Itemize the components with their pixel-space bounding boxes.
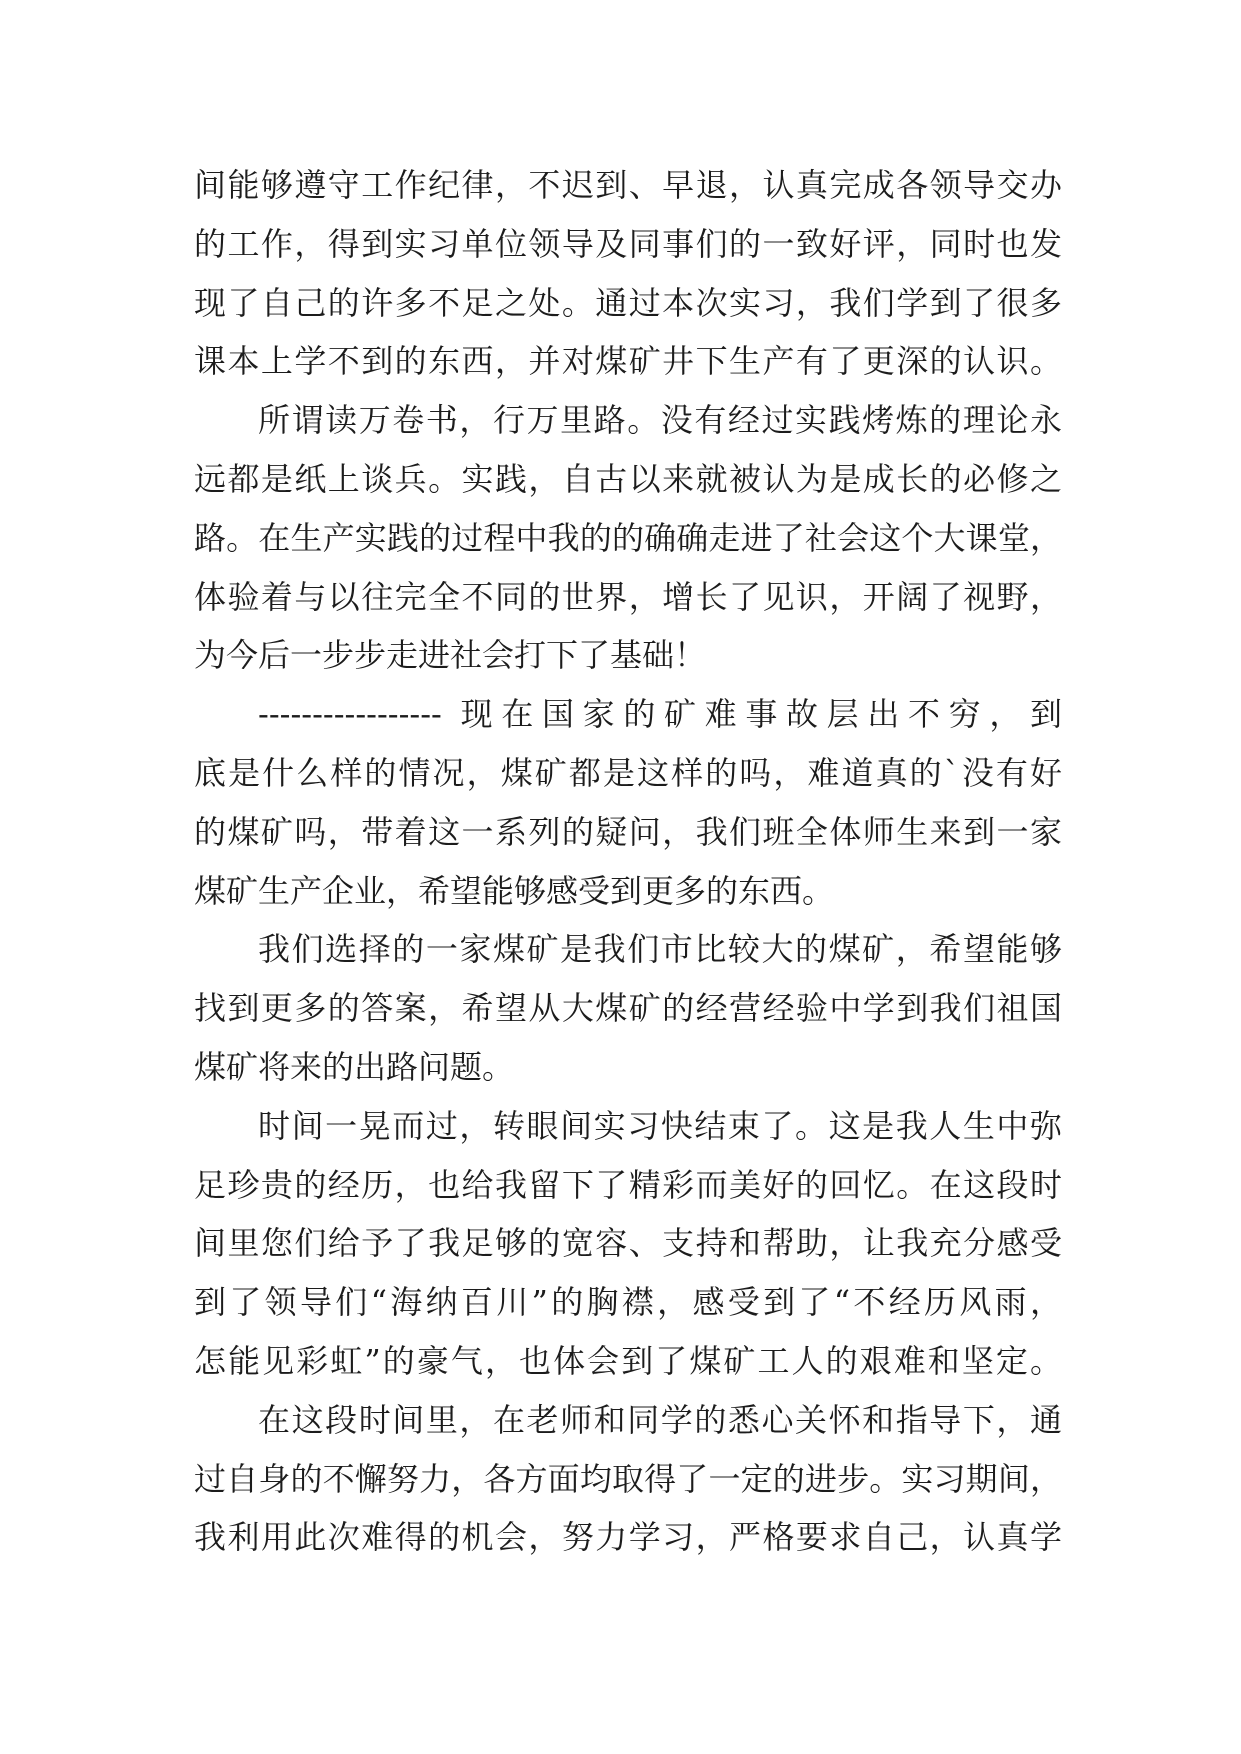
paragraph xyxy=(194,685,1062,920)
document-body xyxy=(194,156,1062,1567)
text-line: 过自身的不懈努力，各方面均取得了一定的进步。实习期间， xyxy=(194,1459,1062,1498)
text-line: 底是什么样的情况，煤矿都是这样的吗，难道真的`没有好 xyxy=(194,753,1062,792)
text-line: ----------------- 现在国家的矿难事故层出不穷，到 xyxy=(258,695,1062,734)
text-line: 足珍贵的经历，也给我留下了精彩而美好的回忆。在这段时 xyxy=(194,1165,1062,1204)
text-line: 间里您们给予了我足够的宽容、支持和帮助，让我充分感受 xyxy=(194,1224,1062,1263)
text-line: 课本上学不到的东西，并对煤矿井下生产有了更深的认识。 xyxy=(194,342,1062,381)
paragraph xyxy=(194,156,1062,391)
text-line: 我利用此次难得的机会，努力学习，严格要求自己，认真学 xyxy=(194,1518,1062,1557)
text-line: 时间一晃而过，转眼间实习快结束了。这是我人生中弥 xyxy=(258,1106,1062,1145)
text-line: 怎能见彩虹”的豪气，也体会到了煤矿工人的艰难和坚定。 xyxy=(194,1341,1062,1380)
text-line: 的煤矿吗，带着这一系列的疑问，我们班全体师生来到一家 xyxy=(194,812,1062,851)
text-line: 在这段时间里，在老师和同学的悉心关怀和指导下，通 xyxy=(258,1400,1062,1439)
paragraph xyxy=(194,1097,1062,1391)
text-line: 路。在生产实践的过程中我的的确确走进了社会这个大课堂， xyxy=(194,518,1062,557)
text-line: 所谓读万卷书，行万里路。没有经过实践烤炼的理论永 xyxy=(258,401,1062,440)
text-line: 到了领导们“海纳百川”的胸襟，感受到了“不经历风雨， xyxy=(194,1283,1062,1322)
text-line: 体验着与以往完全不同的世界，增长了见识，开阔了视野， xyxy=(194,577,1062,616)
text-line: 煤矿生产企业，希望能够感受到更多的东西。 xyxy=(194,871,835,910)
text-line: 现了自己的许多不足之处。通过本次实习，我们学到了很多 xyxy=(194,283,1062,322)
paragraph xyxy=(194,920,1062,1096)
text-line: 为今后一步步走进社会打下了基础！ xyxy=(194,636,707,675)
text-line: 的工作，得到实习单位领导及同事们的一致好评，同时也发 xyxy=(194,224,1062,263)
text-line: 间能够遵守工作纪律，不迟到、早退，认真完成各领导交办 xyxy=(194,166,1062,204)
text-line: 远都是纸上谈兵。实践，自古以来就被认为是成长的必修之 xyxy=(194,459,1062,498)
paragraph xyxy=(194,391,1062,685)
text-line: 找到更多的答案，希望从大煤矿的经营经验中学到我们祖国 xyxy=(194,989,1062,1028)
text-line: 我们选择的一家煤矿是我们市比较大的煤矿，希望能够 xyxy=(258,930,1062,969)
text-line: 煤矿将来的出路问题。 xyxy=(194,1047,515,1086)
paragraph xyxy=(194,1391,1062,1567)
